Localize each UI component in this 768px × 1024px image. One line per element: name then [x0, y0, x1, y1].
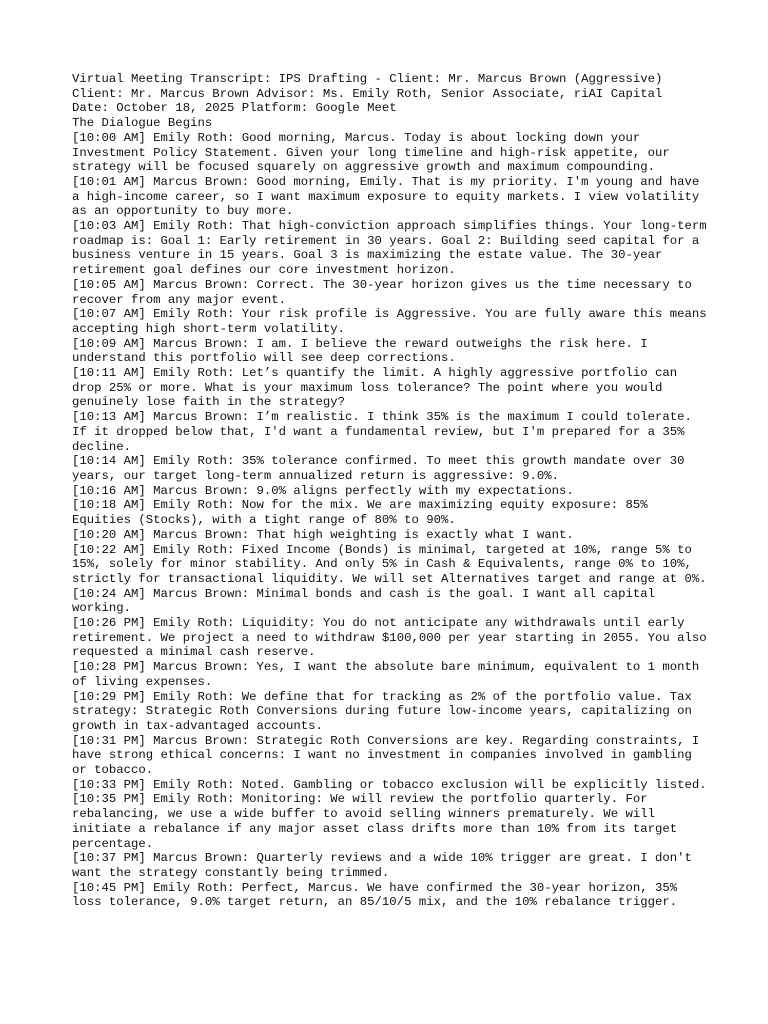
dialogue-entry: [10:26 PM] Emily Roth: Liquidity: You do not anticipate any withdrawals until early retirement. We project a need to withdraw $100,000 per year starting in 2055. You also requested a minimal cash reserve. — [72, 616, 715, 660]
dialogue-entry: [10:29 PM] Emily Roth: We define that for tracking as 2% of the portfolio value. Tax strategy: Strategic Roth Conversions during future low-income years, capitalizing on growth in tax-advantaged accounts. — [72, 689, 700, 733]
dialogue-entry: [10:33 PM] Emily Roth: Noted. Gambling or tobacco exclusion will be explicitly listed. — [72, 777, 707, 792]
dialogue-entry: [10:35 PM] Emily Roth: Monitoring: We will review the portfolio quarterly. For rebalancing, we use a wide buffer to avoid selling winners prematurely. We will initiate a rebalance if any major asset class drifts more than 10% from its target percentage. — [72, 792, 685, 851]
dialogue-entry: [10:03 AM] Emily Roth: That high-conviction approach simplifies things. Your long-term roadmap is: Goal 1: Early retirement in 30 years. Goal 2: Building seed capital for a business venture in 15 years. Goal 3 is maximizing the estate value. The 30-year retirement goal defines our core investment horizon. — [72, 219, 715, 278]
dialogue-entry: [10:05 AM] Marcus Brown: Correct. The 30-year horizon gives us the time necessary to recover from any major event. — [72, 277, 700, 307]
dialogue-entry: [10:31 PM] Marcus Brown: Strategic Roth Conversions are key. Regarding constraints, I have strong ethical concerns: I want no investment in companies involved in gambling or tobacco. — [72, 733, 707, 778]
dialogue-entry: [10:20 AM] Marcus Brown: That high weighting is exactly what I want. — [72, 527, 574, 542]
dialogue-entry: [10:28 PM] Marcus Brown: Yes, I want the absolute bare minimum, equivalent to 1 month of living expenses. — [72, 660, 707, 689]
section-heading: The Dialogue Begins — [72, 116, 213, 131]
dialogue-entry: [10:09 AM] Marcus Brown: I am. I believe the reward outweighs the risk here. I understand this portfolio will see deep corrections. — [72, 336, 655, 366]
dialogue-entry: [10:00 AM] Emily Roth: Good morning, Marcus. Today is about locking down your Investment Policy Statement. Given your long timeline and high-risk appetite, our strategy will be focused squarely on aggressive growth and maximum compounding. — [72, 130, 678, 175]
participants-line: Client: Mr. Marcus Brown Advisor: Ms. Emily Roth, Senior Associate, riAI Capital — [72, 86, 663, 101]
dialogue-entry: [10:24 AM] Marcus Brown: Minimal bonds and cash is the goal. I want all capital working. — [72, 586, 663, 616]
dialogue-entry: [10:45 PM] Emily Roth: Perfect, Marcus. We have confirmed the 30-year horizon, 35% loss tolerance, 9.0% target return, an 85/10/5 mix, and the 10% rebalance trigger. — [72, 880, 685, 910]
dialogue-entry: [10:37 PM] Marcus Brown: Quarterly reviews and a wide 10% trigger are great. I don't want the strategy constantly being trimmed. — [72, 851, 700, 880]
transcript-title: Virtual Meeting Transcript: IPS Drafting - Client: Mr. Marcus Brown (Aggressive) — [72, 72, 663, 86]
transcript-body — [72, 72, 715, 910]
dialogue-entry: [10:22 AM] Emily Roth: Fixed Income (Bonds) is minimal, targeted at 10%, range 5% to 15%, solely for minor stability. And only 5% in Cash & Equivalents, range 0% to 10%, strictly for transactional liquidity. We will set Alternatives target and range at 0%. — [72, 542, 707, 586]
dialogue-entry: [10:11 AM] Emily Roth: Let’s quantify the limit. A highly aggressive portfolio can drop 25% or more. What is your maximum loss tolerance? The point where you would genuinely lose faith in the strategy? — [72, 366, 685, 410]
dialogue-entry: [10:14 AM] Emily Roth: 35% tolerance confirmed. To meet this growth mandate over 30 years, our target long-term annualized return is aggressive: 9.0%. — [72, 454, 692, 483]
dialogue-entry: [10:07 AM] Emily Roth: Your risk profile is Aggressive. You are fully aware this means accepting high short-term volatility. — [72, 307, 715, 336]
dialogue-entry: [10:01 AM] Marcus Brown: Good morning, Emily. That is my priority. I'm young and have a high-income career, so I want maximum exposure to equity markets. I view volatility as an opportunity to buy more. — [72, 174, 707, 219]
date-platform-line: Date: October 18, 2025 Platform: Google Meet — [72, 101, 397, 116]
dialogue-entry: [10:18 AM] Emily Roth: Now for the mix. We are maximizing equity exposure: 85% Equities (Stocks), with a tight range of 80% to 90%. — [72, 498, 655, 528]
dialogue-entry: [10:16 AM] Marcus Brown: 9.0% aligns perfectly with my expectations. — [72, 483, 574, 498]
dialogue-entry: [10:13 AM] Marcus Brown: I’m realistic. I think 35% is the maximum I could tolerate. If it dropped below that, I'd want a fundamental review, but I'm prepared for a 35% decline. — [72, 410, 700, 454]
